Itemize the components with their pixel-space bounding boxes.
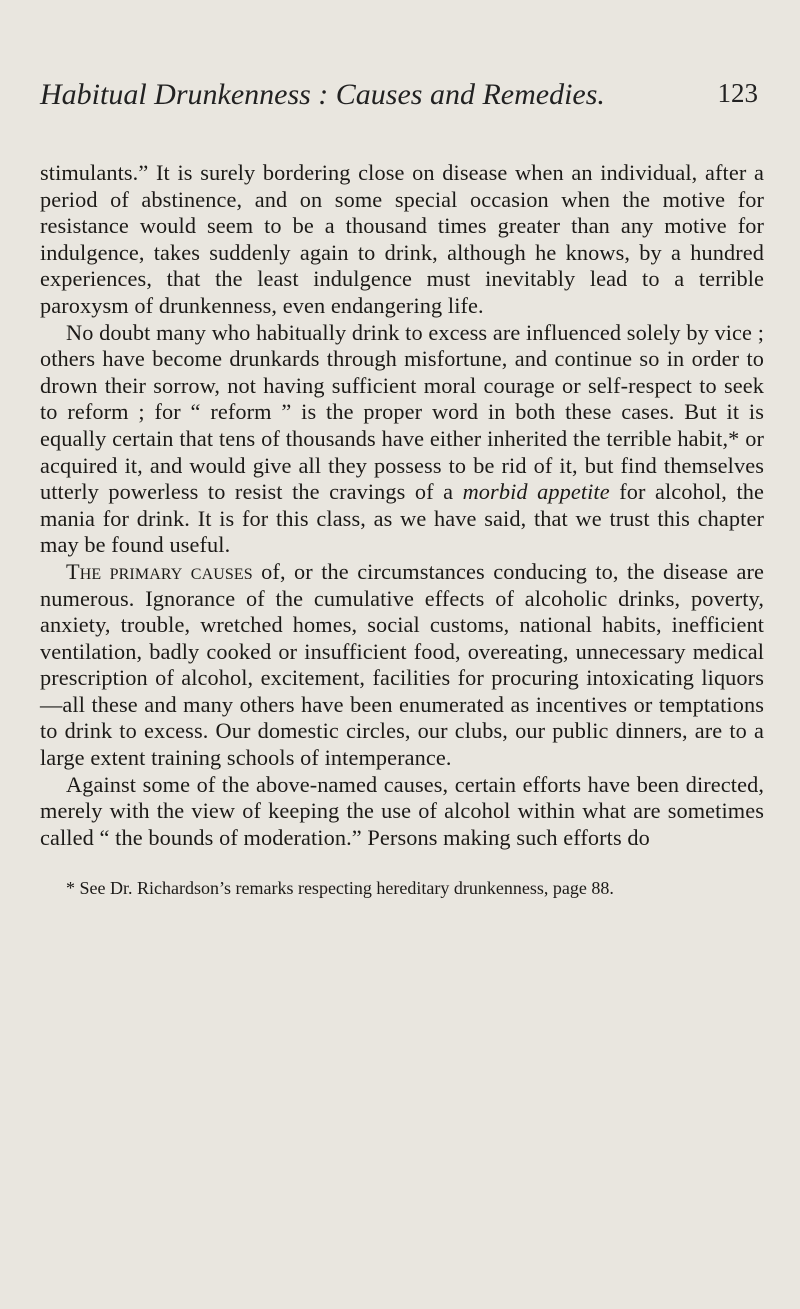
paragraph-reform: [40, 320, 764, 559]
paragraph-reform-part1: No doubt many who habitually drink to excess are influenced solely by vice ; others have become drunkards through misfortune, and continue so in order to drown their sorrow, not having sufficient moral courage or self-respect to seek to reform ; for “ reform ” is the proper word in both these cases. But it is equally certain that tens of thousands have either inherited the terrible habit,* or acquired it, and would give all they possess to be rid of it, but find themselves utterly powerless to resist the cravings of a: [40, 319, 765, 505]
footnote: * See Dr. Richardson’s remarks respecting hereditary drunkenness, page 88.: [66, 878, 614, 899]
running-title: Habitual Drunkenness : Causes and Remedies.: [40, 78, 605, 111]
paragraph-moderation: Against some of the above-named causes, certain efforts have been directed, merely with the view of keeping the use of alcohol within what are sometimes called “ the bounds of moderation.” Persons making such efforts do: [40, 771, 764, 850]
body-text: [40, 160, 764, 851]
paragraph-causes-rest: of, or the circumstances conducing to, the disease are numerous. Ignorance of the cumulative effects of alcoholic drinks, poverty, anxiety, trouble, wretched homes, social customs, national habits, inefficient ventilation, badly cooked or insufficient food, overeating, unnecessary medical prescription of alcohol, excitement, facilities for procuring intoxicating liquors—all these and many others have been enumerated as incentives or temptations to drink to excess. Our domestic circles, our clubs, our public dinners, are to a large extent training schools of intemperance.: [40, 558, 764, 771]
paragraph-reform-part2: for alcohol, the mania for drink. It is for this class, as we have said, that we trust this chapter may be found useful.: [40, 479, 764, 558]
italic-phrase: morbid appetite: [462, 479, 610, 505]
paragraph-continuation: stimulants.” It is surely bordering close on disease when an individual, after a period of abstinence, and on some special occasion when the motive for resistance would seem to be a thousand times greater than any motive for indulgence, takes suddenly again to drink, although he knows, by a hundred experiences, that the least indulgence must inevitably lead to a terrible paroxysm of drunkenness, even endangering life.: [40, 160, 764, 318]
small-caps-lead: The primary causes: [66, 558, 253, 584]
paragraph-causes: [40, 559, 764, 772]
running-head: [40, 78, 764, 112]
page-number: 123: [717, 78, 758, 108]
